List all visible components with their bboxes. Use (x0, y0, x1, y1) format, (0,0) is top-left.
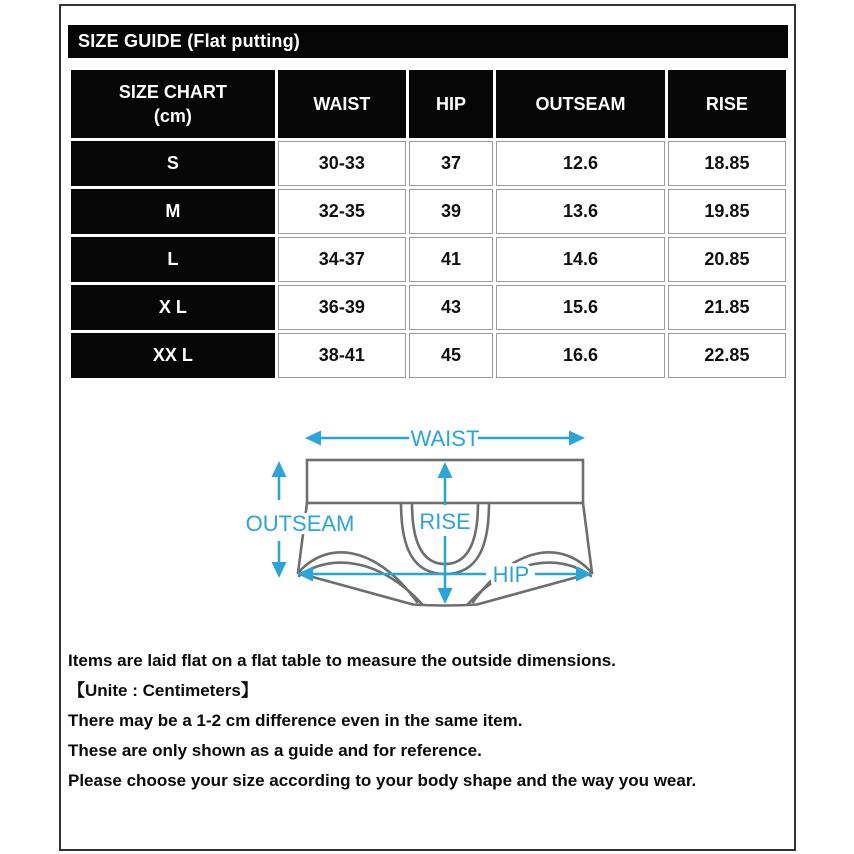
cell-outseam: 14.6 (496, 237, 665, 282)
header-size-chart (71, 70, 275, 138)
note-line-difference: There may be a 1-2 cm difference even in the same item. (68, 711, 523, 730)
note-line-unit: 【Unite : Centimeters】 (68, 681, 258, 700)
cell-rise: 19.85 (668, 189, 786, 234)
cell-outseam: 12.6 (496, 141, 665, 186)
row-label-l: L (71, 237, 275, 282)
header-size-chart-line1: SIZE CHART (118, 82, 227, 102)
table-row (71, 285, 786, 330)
table-row (71, 141, 786, 186)
header-size-chart-line2: (cm) (153, 106, 192, 126)
header-outseam: OUTSEAM (496, 70, 665, 138)
cell-rise: 20.85 (668, 237, 786, 282)
table-row (71, 189, 786, 234)
waist-arrow-label: WAIST (410, 426, 480, 451)
hip-arrow-label: HIP (492, 562, 530, 587)
cell-rise: 21.85 (668, 285, 786, 330)
measurement-diagram (240, 415, 620, 650)
note-line-choose-size: Please choose your size according to your body shape and the way you wear. (68, 771, 697, 790)
row-label-s: S (71, 141, 275, 186)
cell-waist: 32-35 (278, 189, 406, 234)
row-label-m: M (71, 189, 275, 234)
note-line-reference: These are only shown as a guide and for reference. (68, 741, 482, 760)
cell-waist: 30-33 (278, 141, 406, 186)
row-label-xxl: XX L (71, 333, 275, 378)
table-header-row (71, 70, 786, 138)
cell-waist: 34-37 (278, 237, 406, 282)
size-guide-title: SIZE GUIDE (Flat putting) (68, 25, 788, 58)
cell-outseam: 16.6 (496, 333, 665, 378)
header-hip: HIP (409, 70, 493, 138)
header-rise: RISE (668, 70, 786, 138)
cell-rise: 18.85 (668, 141, 786, 186)
note-line-flat-measure: Items are laid flat on a flat table to measure the outside dimensions. (68, 651, 616, 670)
cell-hip: 43 (409, 285, 493, 330)
row-label-xl: X L (71, 285, 275, 330)
cell-waist: 38-41 (278, 333, 406, 378)
content-frame (59, 4, 796, 851)
cell-hip: 39 (409, 189, 493, 234)
size-chart-table (68, 67, 789, 381)
cell-waist: 36-39 (278, 285, 406, 330)
cell-hip: 37 (409, 141, 493, 186)
cell-hip: 41 (409, 237, 493, 282)
measurement-notes (68, 646, 768, 796)
header-waist: WAIST (278, 70, 406, 138)
table-row (71, 237, 786, 282)
outseam-arrow-label: OUTSEAM (245, 511, 355, 536)
table-row (71, 333, 786, 378)
cell-outseam: 13.6 (496, 189, 665, 234)
cell-outseam: 15.6 (496, 285, 665, 330)
cell-rise: 22.85 (668, 333, 786, 378)
rise-arrow-label: RISE (419, 509, 471, 534)
cell-hip: 45 (409, 333, 493, 378)
